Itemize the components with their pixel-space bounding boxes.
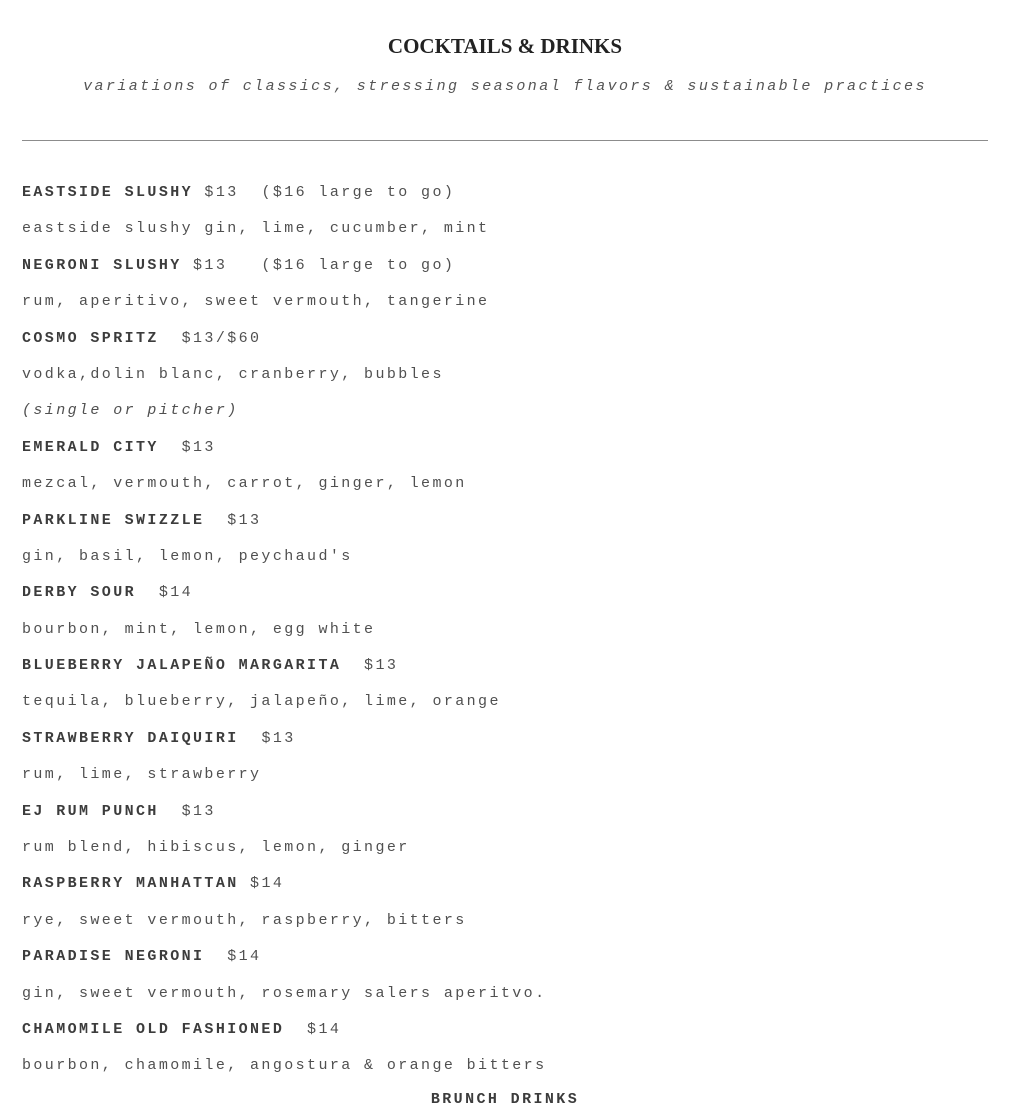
item-price: $13 bbox=[238, 729, 296, 747]
item-description: rum, lime, strawberry bbox=[22, 766, 262, 784]
item-name: CHAMOMILE OLD FASHIONED bbox=[22, 1020, 285, 1038]
item-price: $13 bbox=[158, 802, 216, 820]
item-description: mezcal, vermouth, carrot, ginger, lemon bbox=[22, 475, 467, 493]
menu-item-heading bbox=[22, 256, 988, 292]
menu-item-heading bbox=[22, 947, 988, 983]
menu-item-heading bbox=[22, 802, 988, 838]
item-price: $13 ($16 large to go) bbox=[193, 184, 456, 201]
item-price: $13 ($16 large to go) bbox=[181, 256, 456, 274]
item-description: eastside slushy gin, lime, cucumber, mint bbox=[22, 220, 490, 238]
menu-item-heading bbox=[22, 511, 988, 547]
cocktail-list bbox=[22, 183, 988, 1093]
item-name: EMERALD CITY bbox=[22, 438, 159, 456]
item-name: RASPBERRY MANHATTAN bbox=[22, 875, 239, 893]
header-divider bbox=[22, 140, 988, 141]
menu-item-heading bbox=[22, 329, 988, 365]
item-name: NEGRONI SLUSHY bbox=[22, 256, 182, 274]
menu-item-heading bbox=[22, 438, 988, 474]
item-name: STRAWBERRY DAIQUIRI bbox=[22, 729, 239, 747]
item-description: rum, aperitivo, sweet vermouth, tangerine bbox=[22, 293, 490, 311]
item-name: DERBY SOUR bbox=[22, 584, 137, 602]
item-description: bourbon, mint, lemon, egg white bbox=[22, 620, 376, 638]
item-price: $13 bbox=[158, 438, 216, 456]
page-title: COCKTAILS & DRINKS bbox=[387, 34, 623, 58]
item-description: rye, sweet vermouth, raspberry, bitters bbox=[22, 911, 467, 929]
item-price: $14 bbox=[136, 584, 194, 602]
page-subtitle: variations of classics, stressing seasonal flavors & sustainable practices bbox=[83, 78, 927, 95]
menu-item-heading bbox=[22, 729, 988, 765]
item-note: (single or pitcher) bbox=[22, 402, 239, 420]
item-description: vodka,dolin blanc, cranberry, bubbles bbox=[22, 365, 444, 383]
item-description: gin, basil, lemon, peychaud's bbox=[22, 547, 353, 565]
item-name: PARADISE NEGRONI bbox=[22, 948, 205, 966]
item-name: BLUEBERRY JALAPEÑO MARGARITA bbox=[22, 657, 342, 675]
item-name: EJ RUM PUNCH bbox=[22, 802, 159, 820]
item-name: EASTSIDE SLUSHY bbox=[22, 184, 194, 201]
item-description: bourbon, chamomile, angostura & orange bitters bbox=[22, 1057, 547, 1075]
menu-item-heading bbox=[22, 874, 988, 910]
item-name: COSMO SPRITZ bbox=[22, 329, 159, 347]
menu-item-heading bbox=[22, 183, 988, 219]
item-price: $14 bbox=[204, 948, 262, 966]
menu-item-heading bbox=[22, 583, 988, 619]
item-description: rum blend, hibiscus, lemon, ginger bbox=[22, 839, 410, 857]
item-description: tequila, blueberry, jalapeño, lime, orange bbox=[22, 693, 501, 711]
item-price: $14 bbox=[284, 1020, 342, 1038]
item-price: $13 bbox=[341, 657, 399, 675]
item-description: gin, sweet vermouth, rosemary salers aperitvo. bbox=[22, 984, 547, 1002]
item-price: $13 bbox=[204, 511, 262, 529]
item-name: PARKLINE SWIZZLE bbox=[22, 511, 205, 529]
item-price: $14 bbox=[238, 875, 285, 893]
item-price: $13/$60 bbox=[158, 329, 262, 347]
section-heading-brunch-drinks: BRUNCH DRINKS bbox=[430, 1091, 580, 1108]
menu-item-heading bbox=[22, 656, 988, 692]
menu-item-heading bbox=[22, 1020, 988, 1056]
